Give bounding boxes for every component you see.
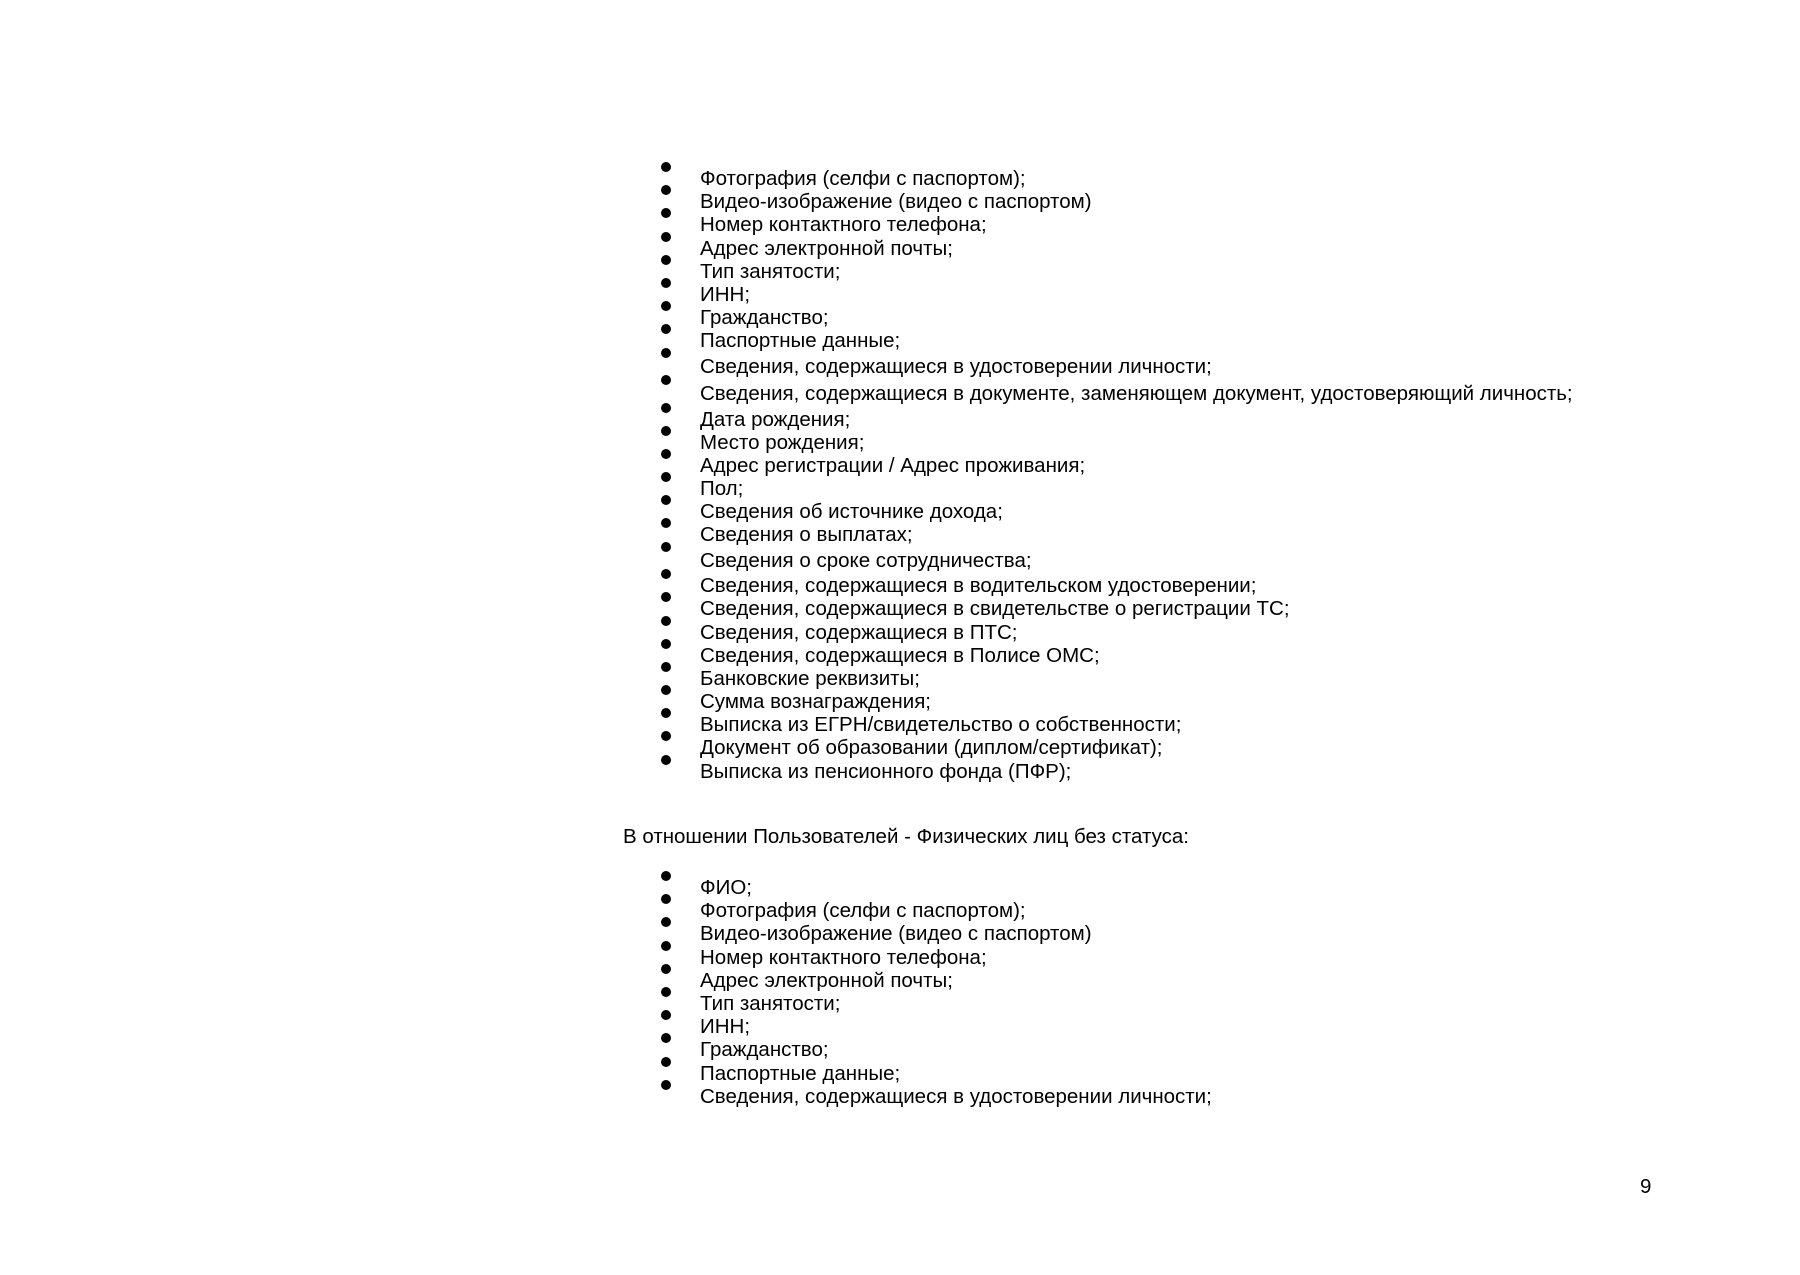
page-number: 9 <box>1640 1175 1652 1198</box>
list-item-text: Видео-изображение (видео с паспортом) <box>700 922 1092 946</box>
list-item-text: Сведения, содержащиеся в ПТС; <box>700 620 1018 644</box>
list-item-text: Сведения о выплатах; <box>700 523 913 547</box>
list-item-text: Выписка из ЕГРН/свидетельство о собственности; <box>700 713 1182 737</box>
list-item-text: Паспортные данные; <box>700 1061 901 1085</box>
list-item-text: Сведения, содержащиеся в водительском удостоверении; <box>700 574 1257 598</box>
section-heading: В отношении Пользователей - Физических лиц без статуса: <box>623 825 1189 848</box>
list-item-text: Место рождения; <box>700 430 865 454</box>
list-item-text: Сумма вознаграждения; <box>700 690 931 714</box>
list-item-text: Сведения, содержащиеся в удостоверении личности; <box>700 354 1212 378</box>
list-item-text: Адрес электронной почты; <box>700 236 953 260</box>
list-item-text: Гражданство; <box>700 306 829 330</box>
list-item-text: Сведения, содержащиеся в свидетельстве о регистрации ТС; <box>700 597 1290 621</box>
list-item-text: Сведения об источнике дохода; <box>700 500 1003 524</box>
list-item-text: Адрес регистрации / Адрес проживания; <box>700 453 1086 477</box>
list-item-text: ИНН; <box>700 1015 751 1039</box>
list-item-text: Фотография (селфи с паспортом); <box>700 167 1026 190</box>
list-item-text: Адрес электронной почты; <box>700 968 953 992</box>
list-item-text: Гражданство; <box>700 1038 829 1062</box>
list-item-text: Паспортные данные; <box>700 329 901 353</box>
list-item-text: Банковские реквизиты; <box>700 666 920 690</box>
list-item-text: Тип занятости; <box>700 991 841 1015</box>
list-item-text: ФИО; <box>700 876 752 899</box>
list-item-text: Тип занятости; <box>700 259 841 283</box>
list-item-text: Дата рождения; <box>700 407 851 431</box>
list-item-text: Видео-изображение (видео с паспортом) <box>700 190 1092 214</box>
list-item-text: Сведения, содержащиеся в удостоверении личности; <box>700 1084 1212 1108</box>
list-item-text: Пол; <box>700 477 744 501</box>
list-item-text: Фотография (селфи с паспортом); <box>700 899 1026 923</box>
list-item-text: Номер контактного телефона; <box>700 945 987 969</box>
list-item-text: Выписка из пенсионного фонда (ПФР); <box>700 759 1072 783</box>
list-item-text: ИНН; <box>700 282 751 306</box>
list-item-text: Номер контактного телефона; <box>700 213 987 237</box>
list-item-text: Сведения, содержащиеся в Полисе ОМС; <box>700 643 1100 667</box>
list-item-text: Сведения о сроке сотрудничества; <box>700 548 1032 572</box>
list-item-text: Документ об образовании (диплом/сертификат); <box>700 736 1163 760</box>
list-item-text: Сведения, содержащиеся в документе, заменяющем документ, удостоверяющий личность; <box>700 382 1573 405</box>
